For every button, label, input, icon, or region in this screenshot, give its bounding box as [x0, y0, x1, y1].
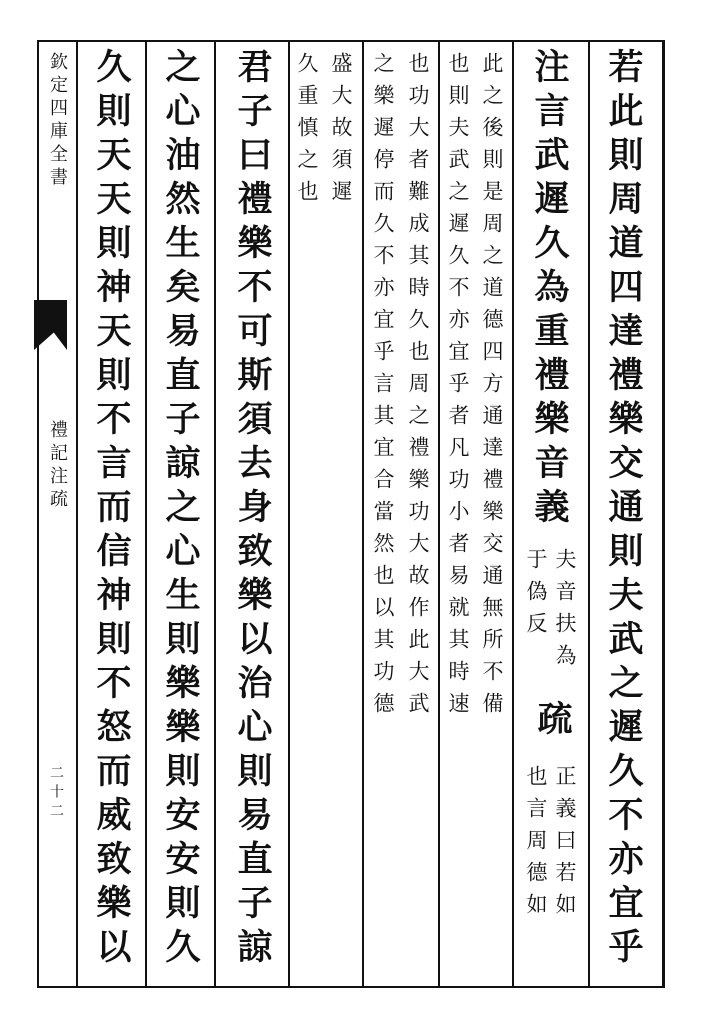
margin-header: 欽定四庫全書 [47, 52, 68, 190]
text-column-3: 正義曰若如 [553, 765, 577, 925]
fishtail-mark [34, 300, 67, 350]
left-border [37, 40, 39, 988]
text-column-10: 久重慎之也 [295, 52, 319, 212]
text-column-4: 也言周德如 [524, 765, 548, 925]
margin-divider [76, 40, 78, 988]
divider-6 [214, 40, 216, 988]
text-column-11: 君子曰禮樂不可斯須去身致樂以治心則易直子諒 [232, 48, 273, 972]
text-column-12: 之心油然生矣易直子諒之心生則樂樂則安安則久 [160, 48, 201, 972]
right-border [662, 40, 665, 988]
divider-1 [588, 40, 590, 988]
text-column-6: 也則夫武之遲久不亦宜乎者凡功小者易就其時速 [446, 52, 470, 724]
text-column-1: 若此則周道四達禮樂交通則夫武之遲久不亦宜乎 [603, 48, 644, 972]
divider-3 [438, 40, 440, 988]
text-column-2: 注言武遲久為重禮樂音義 [529, 48, 570, 532]
divider-5 [288, 40, 290, 988]
divider-7 [145, 40, 147, 988]
note-inline-2: 于偽反 [524, 548, 548, 644]
divider-2 [512, 40, 514, 988]
text-column-8: 之樂遲停而久不亦宜乎言其宜合當然也以其功德 [371, 52, 395, 724]
margin-page-number: 二十二 [48, 765, 64, 822]
text-column-7: 也功大者難成其時久也周之禮樂功大故作此大武 [406, 52, 430, 724]
divider-4 [362, 40, 364, 988]
margin-title: 禮記注疏 [47, 420, 68, 512]
top-border [37, 40, 664, 42]
bottom-border [37, 986, 664, 988]
text-column-13: 久則天天則神天則不言而信神則不怒而威致樂以 [91, 48, 132, 972]
text-column-5: 此之後則是周之道德四方通達禮樂交通無所不備 [480, 52, 504, 724]
text-column-9: 盛大故須遲 [329, 52, 353, 212]
shu-marker: 疏 [532, 700, 573, 744]
note-inline-1: 夫音扶為 [553, 548, 577, 676]
